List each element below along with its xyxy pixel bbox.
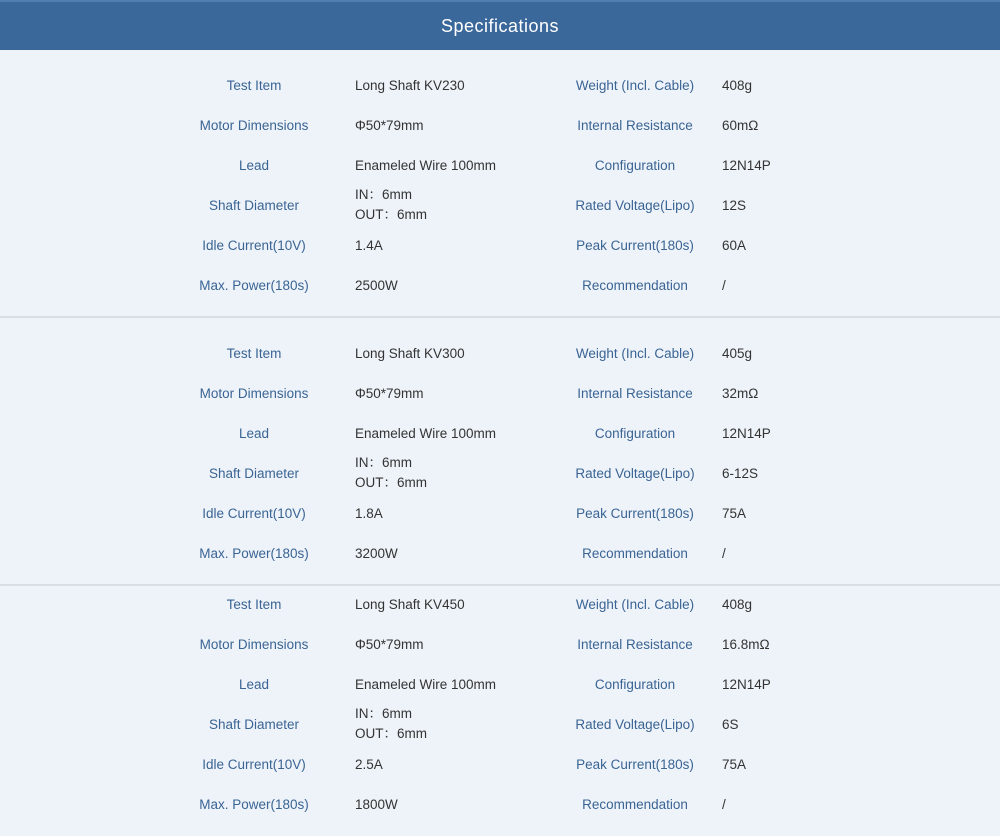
shaft-in-value: IN：6mm — [355, 455, 412, 470]
table-row — [0, 225, 1000, 265]
spec-value: 405g — [722, 345, 753, 361]
shaft-out-value: OUT：6mm — [355, 207, 427, 222]
spec-value: 12N14P — [722, 157, 771, 173]
spec-label: Max. Power(180s) — [199, 796, 309, 812]
spec-label: Idle Current(10V) — [202, 756, 306, 772]
spec-label: Test Item — [226, 345, 282, 361]
spec-label: Test Item — [226, 77, 282, 93]
spec-label: Peak Current(180s) — [576, 756, 694, 772]
table-row — [0, 493, 1000, 533]
spec-label: Lead — [238, 157, 270, 173]
spec-label: Max. Power(180s) — [199, 545, 309, 561]
spec-value: 1800W — [355, 796, 398, 812]
shaft-in-value: IN：6mm — [355, 706, 412, 721]
spec-value: 2.5A — [355, 756, 383, 772]
spec-value: Enameled Wire 100mm — [355, 676, 497, 692]
spec-value: Enameled Wire 100mm — [355, 157, 497, 173]
spec-label: Shaft Diameter — [208, 716, 300, 732]
shaft-out-value: OUT：6mm — [355, 475, 427, 490]
spec-label: Recommendation — [582, 796, 688, 812]
spec-label: Rated Voltage(Lipo) — [575, 716, 695, 732]
spec-value: Enameled Wire 100mm — [355, 425, 497, 441]
spec-label: Motor Dimensions — [199, 636, 309, 652]
spec-label: Peak Current(180s) — [576, 505, 694, 521]
spec-value: 75A — [722, 505, 747, 521]
spec-value: Φ50*79mm — [355, 636, 424, 652]
spec-label: Lead — [238, 676, 270, 692]
spec-value: 3200W — [355, 545, 398, 561]
spec-label: Idle Current(10V) — [202, 505, 306, 521]
table-row — [0, 65, 1000, 105]
spec-label: Idle Current(10V) — [202, 237, 306, 253]
spec-value: 6-12S — [722, 465, 759, 481]
spec-label: Max. Power(180s) — [199, 277, 309, 293]
spec-value: Long Shaft KV230 — [355, 77, 465, 93]
spec-label: Weight (Incl. Cable) — [575, 77, 695, 93]
table-row — [0, 373, 1000, 413]
spec-label: Internal Resistance — [577, 117, 693, 133]
spec-value: 408g — [722, 77, 753, 93]
spec-value: / — [722, 545, 726, 561]
spec-value: 1.4A — [355, 237, 383, 253]
spec-value: Long Shaft KV450 — [355, 596, 465, 612]
spec-value: Φ50*79mm — [355, 117, 424, 133]
table-row — [0, 533, 1000, 573]
spec-label: Motor Dimensions — [199, 117, 309, 133]
spec-label: Internal Resistance — [577, 636, 693, 652]
spec-value: 32mΩ — [722, 385, 759, 401]
spec-label: Rated Voltage(Lipo) — [575, 465, 695, 481]
shaft-in-value: IN：6mm — [355, 187, 412, 202]
spec-label: Rated Voltage(Lipo) — [575, 197, 695, 213]
spec-label: Configuration — [594, 676, 676, 692]
spec-value: Long Shaft KV300 — [355, 345, 465, 361]
spec-value: 75A — [722, 756, 747, 772]
table-row — [0, 584, 1000, 624]
spec-value: 16.8mΩ — [722, 636, 770, 652]
spec-label: Internal Resistance — [577, 385, 693, 401]
spec-value: / — [722, 277, 726, 293]
table-row — [0, 413, 1000, 453]
shaft-out-value: OUT：6mm — [355, 726, 427, 741]
spec-label: Weight (Incl. Cable) — [575, 596, 695, 612]
page-title: Specifications — [440, 15, 560, 36]
section-divider — [0, 316, 1000, 318]
table-row — [0, 704, 1000, 744]
spec-label: Shaft Diameter — [208, 465, 300, 481]
spec-value: 12N14P — [722, 676, 771, 692]
table-row — [0, 784, 1000, 824]
spec-value: 1.8A — [355, 505, 383, 521]
table-row — [0, 624, 1000, 664]
spec-value: 60mΩ — [722, 117, 759, 133]
spec-value: 60A — [722, 237, 747, 253]
spec-label: Recommendation — [582, 277, 688, 293]
spec-label: Configuration — [594, 157, 676, 173]
table-row — [0, 453, 1000, 493]
spec-value: 12N14P — [722, 425, 771, 441]
spec-label: Test Item — [226, 596, 282, 612]
spec-label: Peak Current(180s) — [576, 237, 694, 253]
specifications-header — [0, 0, 1000, 50]
spec-value: Φ50*79mm — [355, 385, 424, 401]
spec-label: Weight (Incl. Cable) — [575, 345, 695, 361]
table-row — [0, 105, 1000, 145]
spec-value: / — [722, 796, 726, 812]
table-row — [0, 744, 1000, 784]
spec-label: Motor Dimensions — [199, 385, 309, 401]
table-row — [0, 333, 1000, 373]
table-row — [0, 265, 1000, 305]
spec-value: 6S — [722, 716, 739, 732]
spec-value: 12S — [722, 197, 747, 213]
table-row — [0, 145, 1000, 185]
table-row — [0, 185, 1000, 225]
table-row — [0, 664, 1000, 704]
spec-label: Shaft Diameter — [208, 197, 300, 213]
spec-value: 2500W — [355, 277, 398, 293]
spec-value: 408g — [722, 596, 753, 612]
spec-label: Lead — [238, 425, 270, 441]
spec-label: Configuration — [594, 425, 676, 441]
spec-label: Recommendation — [582, 545, 688, 561]
